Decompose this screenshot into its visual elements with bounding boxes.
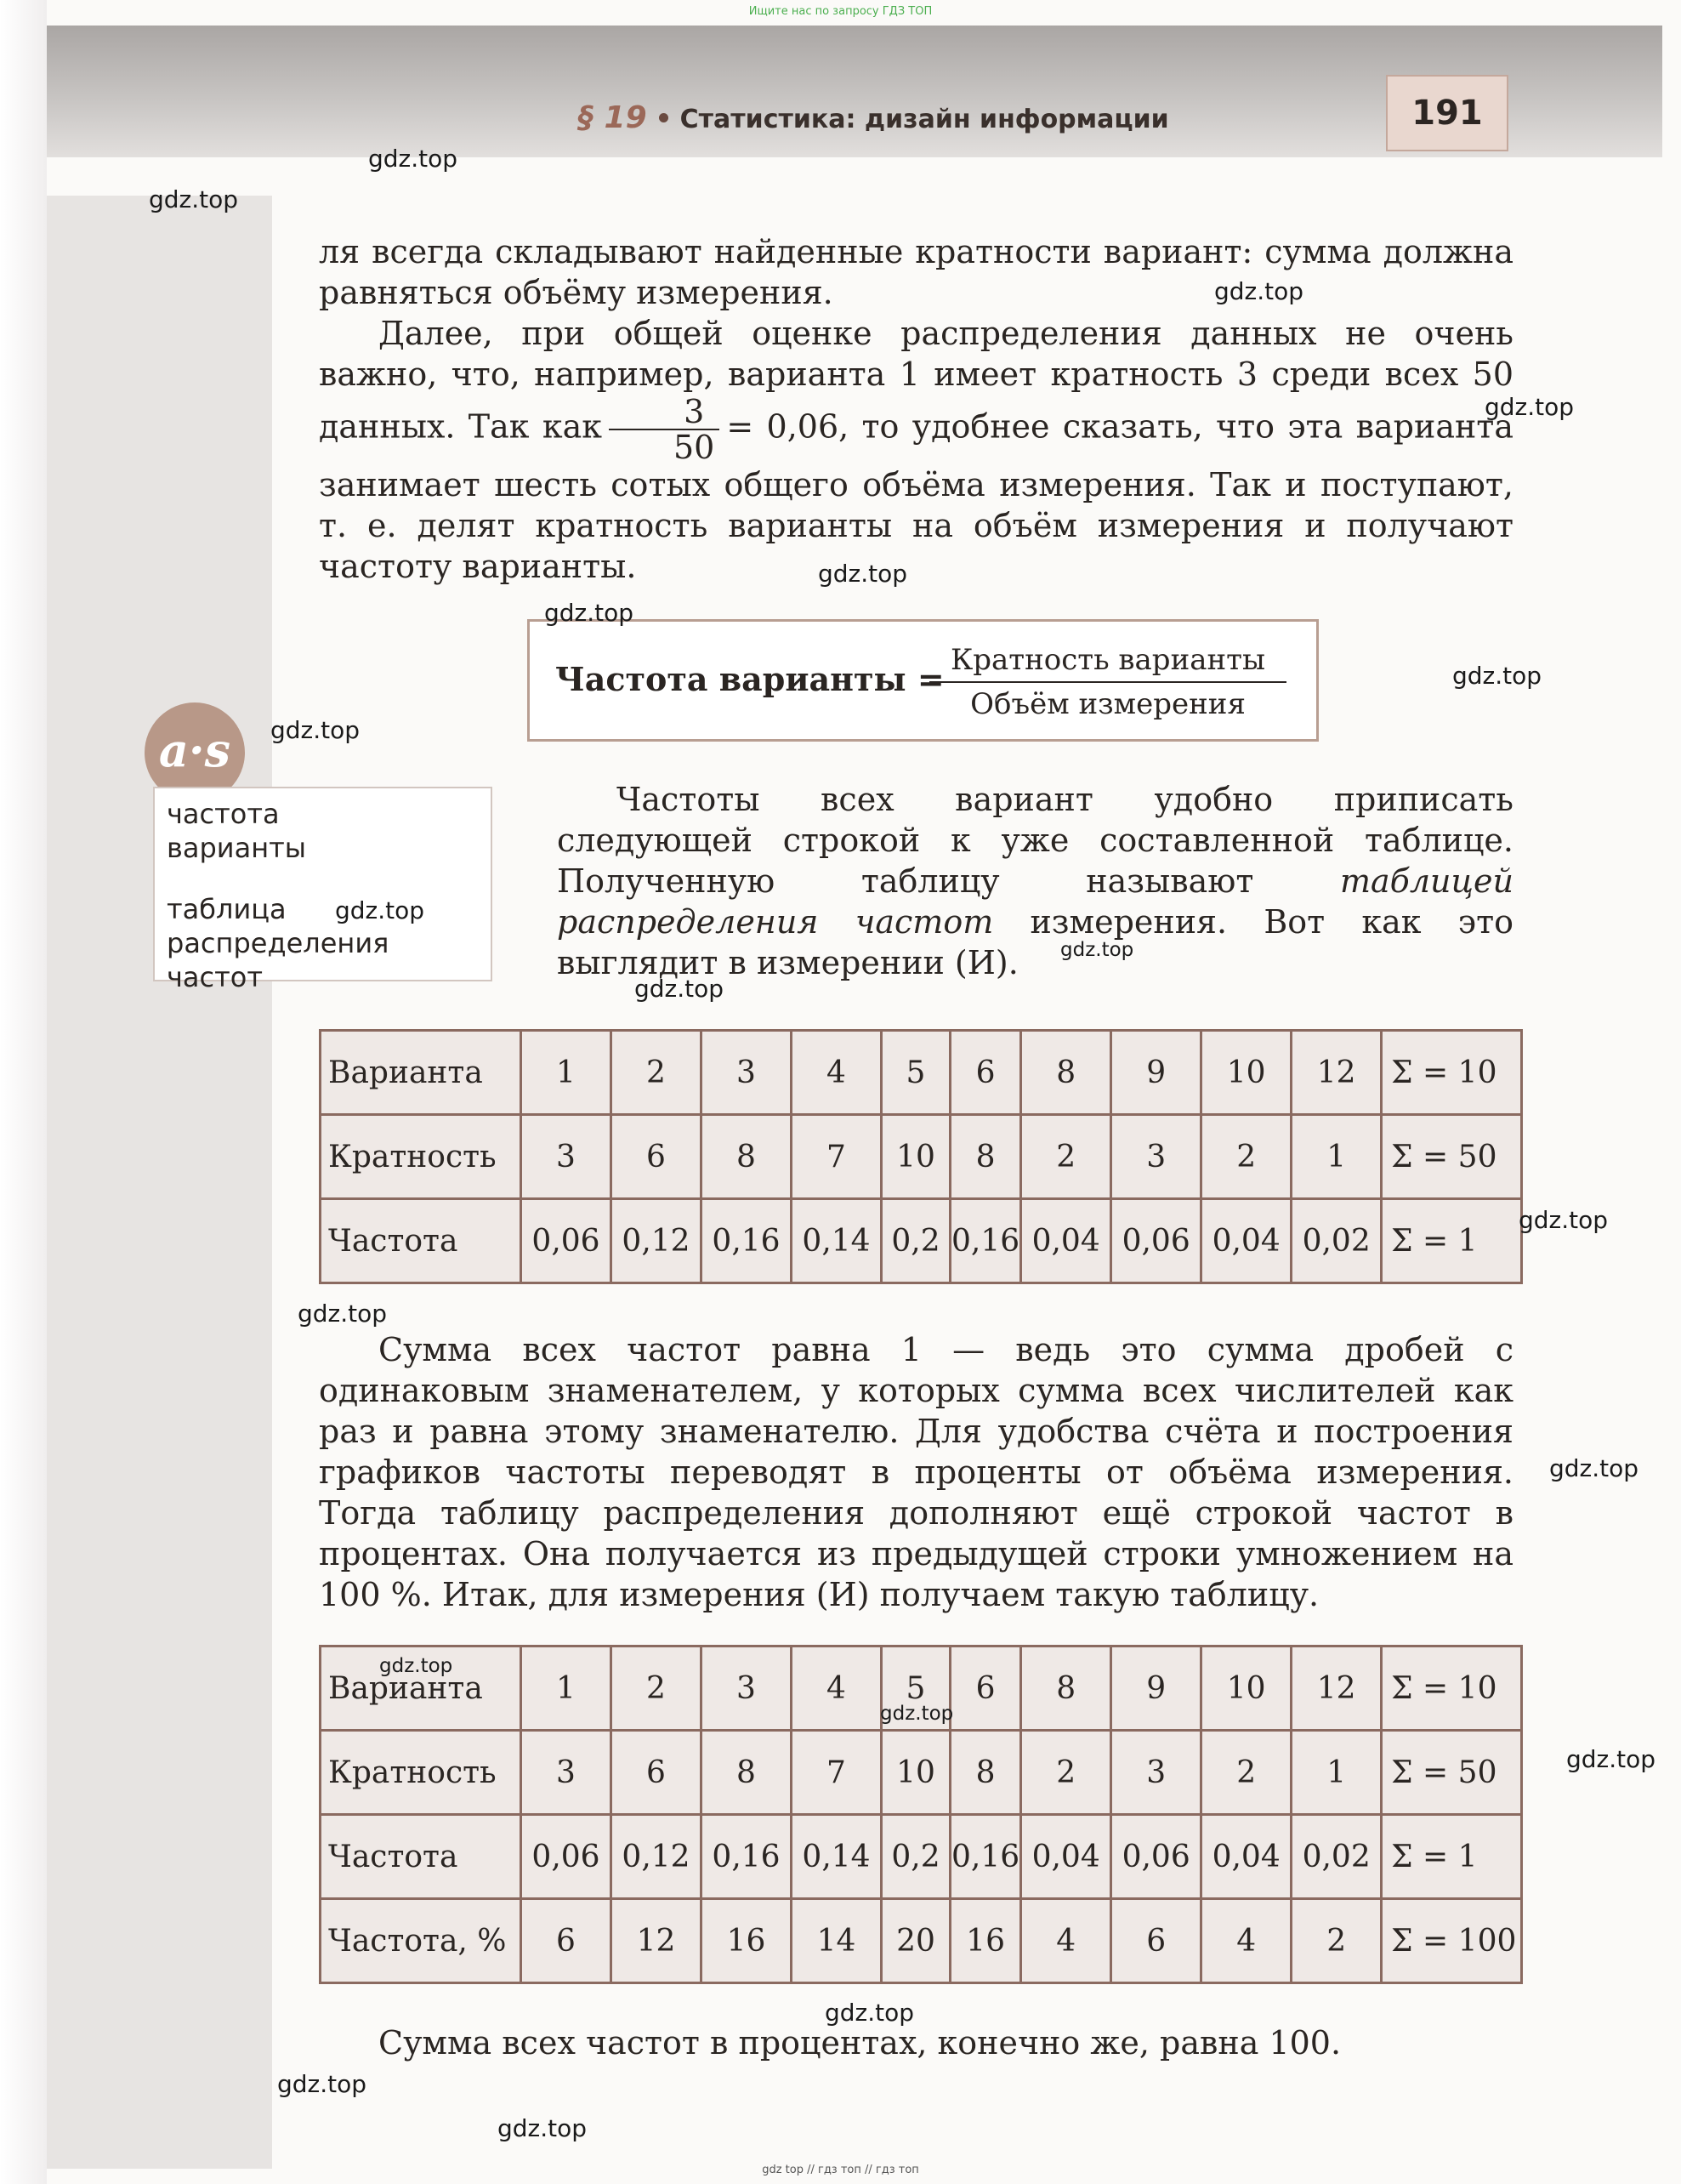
paragraph-2-start: Далее, при общей оценке распределения данных не очень важно, что, например, варианта 1 имеет кратность 3 среди всех 50 данных. Так как [319, 315, 1513, 446]
watermark: gdz.top [1485, 393, 1575, 421]
table-cell: 12 [1292, 1647, 1382, 1731]
watermark-bottom: gdz top // гдз топ // гдз топ [762, 2164, 919, 2176]
table-cell: 0,06 [521, 1815, 611, 1899]
watermark: gdz.top [1060, 939, 1134, 961]
paragraph-5 [319, 2022, 1513, 2063]
table-cell: 3 [701, 1647, 792, 1731]
paragraph-5-text: Сумма всех частот в процентах, конечно же, равна 100. [378, 2024, 1342, 2062]
paragraph-3-end: измерения. Вот как это выглядит в измерении (И). [557, 903, 1513, 981]
table-cell: 6 [611, 1115, 701, 1199]
formula-denominator: Объём измерения [970, 687, 1246, 721]
row-sum: Σ = 50 [1382, 1731, 1522, 1815]
table-row [321, 1899, 1522, 1983]
paragraph-4 [319, 1329, 1513, 1615]
paragraph-1-text: ля всегда складывают найденные кратности вариант: сумма должна равняться объёму измерения. [319, 233, 1513, 311]
table-row [321, 1815, 1522, 1899]
watermark: gdz.top [497, 2114, 588, 2142]
row-sum: Σ = 1 [1382, 1815, 1522, 1899]
table-cell: 6 [611, 1731, 701, 1815]
watermark: gdz.top [270, 716, 361, 744]
table-cell: 10 [1201, 1647, 1292, 1731]
table-cell: 16 [701, 1899, 792, 1983]
bullet-icon [659, 113, 668, 122]
table-cell: 4 [1021, 1899, 1111, 1983]
table-cell: 0,04 [1021, 1199, 1111, 1283]
table-cell: 2 [611, 1647, 701, 1731]
table-cell: 2 [1021, 1115, 1111, 1199]
table-cell: 1 [521, 1031, 611, 1115]
table-cell: 2 [1292, 1899, 1382, 1983]
table-cell: 10 [1201, 1031, 1292, 1115]
row-sum: Σ = 1 [1382, 1199, 1522, 1283]
table-cell: 6 [1111, 1899, 1201, 1983]
watermark: gdz.top [1566, 1745, 1656, 1773]
table-row [321, 1731, 1522, 1815]
table-cell: 6 [521, 1899, 611, 1983]
watermark: gdz.top [368, 145, 458, 173]
table-row [321, 1115, 1522, 1199]
table-cell: 16 [951, 1899, 1021, 1983]
glossary-term-frequency-line1: частота [167, 798, 280, 830]
fraction-3-50 [609, 395, 719, 464]
row-sum: Σ = 10 [1382, 1031, 1522, 1115]
watermark: gdz.top [544, 599, 634, 627]
table-cell: 0,2 [882, 1199, 951, 1283]
table-cell: 0,12 [611, 1199, 701, 1283]
row-label: Варианта [321, 1647, 521, 1731]
table-row [321, 1031, 1522, 1115]
watermark: gdz.top [825, 1999, 915, 2027]
table-cell: 4 [792, 1031, 882, 1115]
paragraph-2-text [319, 313, 1513, 587]
table-cell: 0,14 [792, 1199, 882, 1283]
table-cell: 0,02 [1292, 1199, 1382, 1283]
glossary-term-table-line2: распределения частот [167, 927, 389, 993]
row-label: Частота [321, 1815, 521, 1899]
table-cell: 1 [521, 1647, 611, 1731]
glossary-term-frequency-line2: варианты [167, 832, 307, 864]
paragraph-1 [319, 231, 1513, 313]
table-cell: 0,04 [1021, 1815, 1111, 1899]
table-cell: 0,04 [1201, 1199, 1292, 1283]
table-cell: 8 [951, 1731, 1021, 1815]
table-cell: 20 [882, 1899, 951, 1983]
row-label: Варианта [321, 1031, 521, 1115]
table-cell: 10 [882, 1115, 951, 1199]
table-cell: 7 [792, 1115, 882, 1199]
glossary-term-table [167, 892, 491, 994]
table-cell: 3 [1111, 1731, 1201, 1815]
table-cell: 7 [792, 1731, 882, 1815]
table-cell: 12 [611, 1899, 701, 1983]
fraction-denominator: 50 [673, 429, 715, 466]
watermark: gdz.top [277, 2070, 367, 2098]
watermark: gdz.top [1519, 1206, 1609, 1234]
table-cell: 8 [701, 1731, 792, 1815]
term-frequency-table: таблицей распределения частот [557, 862, 1513, 941]
table-cell: 3 [521, 1115, 611, 1199]
section-header [578, 100, 1169, 135]
paragraph-3 [557, 779, 1513, 983]
table-cell: 0,04 [1201, 1815, 1292, 1899]
frequency-table-2 [319, 1645, 1523, 1984]
table-row [321, 1199, 1522, 1283]
table-cell: 9 [1111, 1031, 1201, 1115]
row-sum: Σ = 50 [1382, 1115, 1522, 1199]
table-cell: 0,02 [1292, 1815, 1382, 1899]
table-cell: 14 [792, 1899, 882, 1983]
table-cell: 0,2 [882, 1815, 951, 1899]
table-cell: 9 [1111, 1647, 1201, 1731]
row-label: Частота [321, 1199, 521, 1283]
fraction-numerator: 3 [609, 395, 719, 430]
watermark: gdz.top [880, 1703, 954, 1725]
table-cell: 0,16 [701, 1199, 792, 1283]
table-cell: 3 [1111, 1115, 1201, 1199]
formula-numerator: Кратность варианты [929, 639, 1286, 683]
watermark-top: Ищите нас по запросу ГДЗ ТОП [748, 5, 933, 18]
table-cell: 4 [1201, 1899, 1292, 1983]
logo-text: a·s [158, 723, 231, 777]
table-cell: 0,06 [1111, 1199, 1201, 1283]
table-cell: 8 [951, 1115, 1021, 1199]
table-cell: 0,16 [951, 1815, 1021, 1899]
frequency-formula-box [527, 619, 1319, 742]
page-number: 191 [1386, 75, 1508, 151]
table-cell: 0,16 [701, 1815, 792, 1899]
table-cell: 6 [951, 1031, 1021, 1115]
table-cell: 3 [521, 1731, 611, 1815]
table-cell: 5 [882, 1031, 951, 1115]
table-cell: 2 [1201, 1731, 1292, 1815]
table-cell: 1 [1292, 1115, 1382, 1199]
row-label: Кратность [321, 1731, 521, 1815]
paragraph-4-text: Сумма всех частот равна 1 — ведь это сумма дробей с одинаковым знаменателем, у которых сумма всех числителей как раз и равна этому знаменателю. Для удобства счёта и построения графиков частоты переводят в проценты от объёма измерения. Тогда таблицу распределения дополняют ещё строкой частот в процентах. Она получается из предыдущей строки умножением на 100 %. Итак, для измерения (И) получаем такую таблицу. [319, 1331, 1513, 1613]
table-cell: 1 [1292, 1731, 1382, 1815]
formula-lhs: Частота варианты = [555, 660, 945, 698]
row-label: Кратность [321, 1115, 521, 1199]
table-cell: 12 [1292, 1031, 1382, 1115]
table-cell: 0,16 [951, 1199, 1021, 1283]
table-cell: 0,06 [1111, 1815, 1201, 1899]
table-cell: 0,12 [611, 1815, 701, 1899]
watermark: gdz.top [1452, 662, 1542, 690]
table-cell: 0,14 [792, 1815, 882, 1899]
table-cell: 6 [951, 1647, 1021, 1731]
row-sum: Σ = 100 [1382, 1899, 1522, 1983]
watermark: gdz.top [1549, 1454, 1639, 1482]
paragraph-2 [319, 313, 1513, 587]
table-cell: 4 [792, 1647, 882, 1731]
watermark: gdz.top [335, 896, 425, 924]
margin-band [47, 196, 272, 2169]
table-cell: 2 [1021, 1731, 1111, 1815]
table-cell: 3 [701, 1031, 792, 1115]
glossary-term-frequency [167, 797, 306, 865]
row-label: Частота, % [321, 1899, 521, 1983]
table-cell: 8 [1021, 1031, 1111, 1115]
table-cell: 8 [1021, 1647, 1111, 1731]
row-sum: Σ = 10 [1382, 1647, 1522, 1731]
paragraph-3-text [557, 779, 1513, 983]
glossary-term-table-line1: таблица [167, 893, 287, 925]
watermark: gdz.top [149, 185, 239, 213]
formula-fraction [929, 639, 1286, 725]
glossary-sidebar [153, 787, 492, 993]
watermark: gdz.top [818, 560, 908, 588]
table-cell: 0,06 [521, 1199, 611, 1283]
section-number: § 19 [578, 100, 647, 135]
table-cell: 8 [701, 1115, 792, 1199]
paragraph-3-start: Частоты всех вариант удобно приписать следующей строкой к уже составленной таблице. Полученную таблицу называют [557, 781, 1513, 900]
table-cell: 5 [882, 1647, 951, 1731]
watermark: gdz.top [379, 1655, 453, 1677]
watermark: gdz.top [1214, 277, 1304, 305]
frequency-table-1 [319, 1029, 1523, 1284]
table-cell: 10 [882, 1731, 951, 1815]
table-cell: 2 [1201, 1115, 1292, 1199]
table-cell: 2 [611, 1031, 701, 1115]
watermark: gdz.top [298, 1300, 388, 1328]
paragraph-2-end: = 0,06, то удобнее сказать, что эта варианта занимает шесть сотых общего объёма измерения. Так и поступают, т. е. делят кратность варианты на объём измерения и получают частоту варианты. [319, 407, 1513, 585]
page-edge-shadow [0, 0, 47, 2184]
section-title: Статистика: дизайн информации [679, 105, 1169, 134]
watermark: gdz.top [634, 975, 724, 1003]
